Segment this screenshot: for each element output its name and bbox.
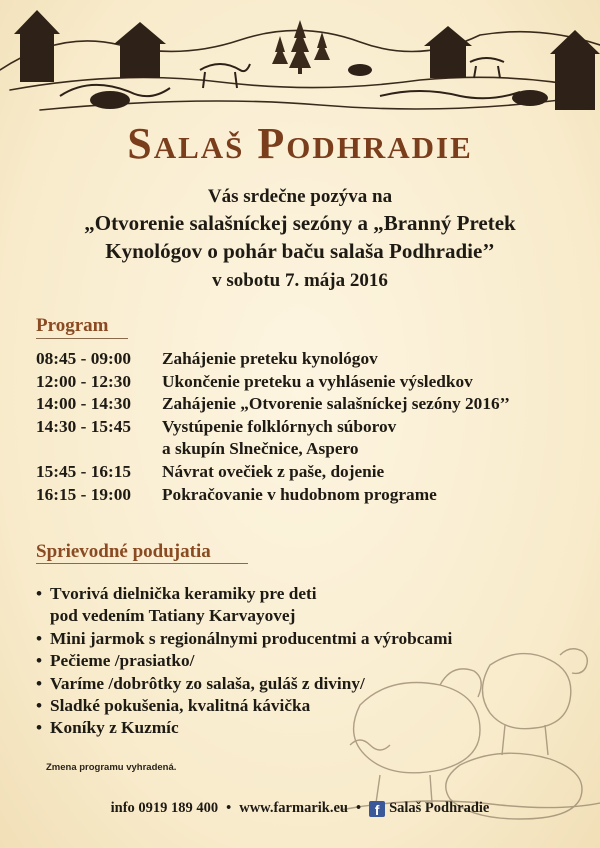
schedule-time: 14:30 - 15:45 <box>36 416 132 436</box>
list-item <box>36 629 576 651</box>
list-item-text: Mini jarmok s regionálnymi producentmi a výrobcami <box>50 628 453 648</box>
schedule-time: 08:45 - 09:00 <box>36 349 132 368</box>
list-item-text: Sladké pokušenia, kvalitná kávička <box>50 695 311 715</box>
schedule-activity: Ukončenie preteku a vyhlásenie výsledkov <box>162 371 473 391</box>
header-illustration <box>0 0 600 135</box>
event-date: v sobotu 7. mája 2016 <box>212 270 388 291</box>
footer-contact <box>0 800 600 817</box>
phone-info: info 0919 189 400 <box>110 800 219 816</box>
program-heading-rule <box>36 338 128 339</box>
program-change-note: Zmena programu vyhradená. <box>46 762 177 773</box>
schedule-row <box>36 417 576 440</box>
bullet: • <box>36 628 43 648</box>
schedule-activity: Vystúpenie folklórnych súborov <box>162 416 397 436</box>
side-events-heading: Sprievodné podujatia <box>36 541 211 562</box>
schedule-activity: Zahájenie „Otvorenie salašníckej sezóny 2016’’ <box>162 394 510 414</box>
invitation-line-2: „Otvorenie salašníckej sezóny a „Branný Pretek <box>84 211 516 235</box>
invitation-line-1: Vás srdečne pozýva na <box>207 186 393 207</box>
list-item-text: Tvorivá dielnička keramiky pre deti <box>50 584 317 603</box>
schedule-row <box>36 394 576 417</box>
list-item-text: Pečieme /prasiatko/ <box>50 651 195 671</box>
list-item <box>36 674 576 696</box>
schedule-activity: a skupín Slnečnice, Aspero <box>162 439 359 459</box>
separator: • <box>355 800 362 816</box>
separator: • <box>226 800 232 816</box>
side-events-heading-rule <box>36 563 248 564</box>
schedule-activity: Zahájenie preteku kynológov <box>162 349 378 368</box>
schedule-time: 16:15 - 19:00 <box>36 484 132 504</box>
schedule-row <box>36 439 576 462</box>
invitation-line-3: Kynológov o pohár baču salaša Podhradie’’ <box>105 239 495 263</box>
poster-title: Salaš Podhradie <box>127 119 473 168</box>
bullet: • <box>36 584 43 603</box>
bullet: • <box>36 718 43 738</box>
list-item-text: Varíme /dobrôtky zo salaša, guláš z diviny/ <box>50 673 365 693</box>
list-item <box>36 718 576 740</box>
facebook-page-name[interactable]: Salaš Podhradie <box>389 800 490 816</box>
schedule-activity: Pokračovanie v hudobnom programe <box>162 484 437 504</box>
list-item-text: Koníky z Kuzmíc <box>50 718 179 738</box>
website-link[interactable]: www.farmarik.eu <box>239 800 348 816</box>
list-item <box>36 651 576 673</box>
list-item <box>36 696 576 718</box>
bullet: • <box>36 695 43 715</box>
program-schedule <box>36 349 576 507</box>
list-item-text: pod vedením Tatiany Karvayovej <box>50 606 296 626</box>
schedule-row <box>36 372 576 395</box>
schedule-time: 15:45 - 16:15 <box>36 461 132 481</box>
bullet: • <box>36 651 43 671</box>
program-heading: Program <box>36 315 109 336</box>
schedule-activity: Návrat ovečiek z paše, dojenie <box>162 461 385 481</box>
list-item <box>36 584 576 606</box>
schedule-row <box>36 349 576 372</box>
schedule-time: 12:00 - 12:30 <box>36 371 132 391</box>
schedule-row <box>36 462 576 485</box>
side-events-list <box>36 584 576 741</box>
schedule-row <box>36 485 576 508</box>
list-item <box>36 606 576 628</box>
bullet: • <box>36 673 43 693</box>
schedule-time: 14:00 - 14:30 <box>36 394 132 414</box>
facebook-icon[interactable]: f <box>369 801 385 817</box>
